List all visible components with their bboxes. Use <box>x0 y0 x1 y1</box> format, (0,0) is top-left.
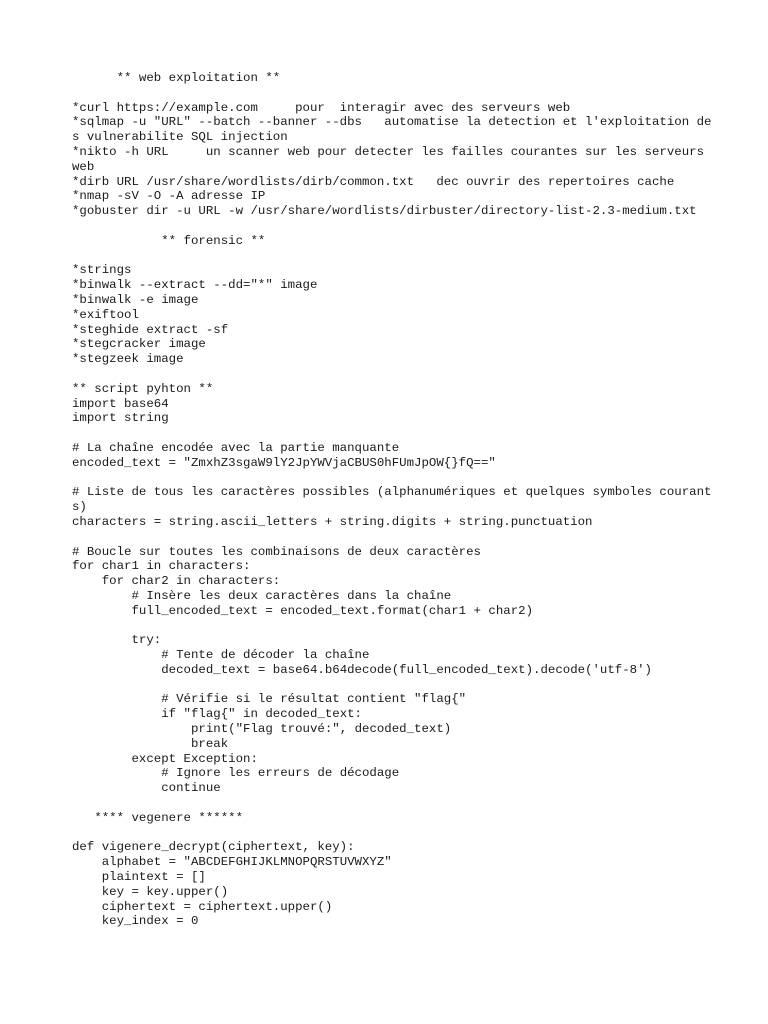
text-line: *stegzeek image <box>72 352 184 367</box>
text-line: *curl https://example.com pour interagir avec des serveurs web <box>72 100 571 115</box>
text-line: *dirb URL /usr/share/wordlists/dirb/common.txt dec ouvrir des repertoires cache <box>72 174 675 189</box>
text-line: if "flag{" in decoded_text: <box>72 707 362 722</box>
text-line: # Boucle sur toutes les combinaisons de deux caractères <box>72 544 481 559</box>
text-line: *gobuster dir -u URL -w /usr/share/wordlists/dirbuster/directory-list-2.3-medium.txt <box>72 204 697 219</box>
text-line: ** forensic ** <box>72 233 266 248</box>
text-line: characters = string.ascii_letters + string.digits + string.punctuation <box>72 514 593 529</box>
text-line <box>72 86 712 101</box>
text-line: encoded_text = "ZmxhZ3sgaW9lY2JpYWVjaCBUS0hFUmJpOW{}fQ==" <box>72 455 496 470</box>
text-line: plaintext = [] <box>72 870 206 885</box>
text-line: # Insère les deux caractères dans la chaîne <box>72 588 452 603</box>
text-line: for char2 in characters: <box>72 574 281 589</box>
text-line <box>72 249 712 264</box>
text-line: # Tente de décoder la chaîne <box>72 648 370 663</box>
text-line: key_index = 0 <box>72 914 199 929</box>
text-line: continue <box>72 781 221 796</box>
text-line: ciphertext = ciphertext.upper() <box>72 899 333 914</box>
text-line: import base64 <box>72 396 169 411</box>
text-line: # La chaîne encodée avec la partie manquante <box>72 440 400 455</box>
text-line: alphabet = "ABCDEFGHIJKLMNOPQRSTUVWXYZ" <box>72 855 392 870</box>
text-line: *steghide extract -sf <box>72 322 229 337</box>
text-line <box>72 367 712 382</box>
text-line <box>72 471 712 486</box>
document-page <box>72 71 712 929</box>
text-line: import string <box>72 411 169 426</box>
text-line: *exiftool <box>72 307 139 322</box>
text-line: ** script pyhton ** <box>72 381 214 396</box>
text-line: *stegcracker image <box>72 337 206 352</box>
text-line: *nikto -h URL un scanner web pour detecter les failles courantes sur les serveurs web <box>72 144 712 174</box>
text-line: decoded_text = base64.b64decode(full_encoded_text).decode('utf-8') <box>72 662 652 677</box>
text-line: *nmap -sV -O -A adresse IP <box>72 189 266 204</box>
text-line: try: <box>72 633 162 648</box>
text-line: full_encoded_text = encoded_text.format(char1 + char2) <box>72 603 534 618</box>
text-line <box>72 826 712 841</box>
text-line: for char1 in characters: <box>72 559 251 574</box>
text-line <box>72 219 712 234</box>
text-line: ** web exploitation ** <box>72 71 281 85</box>
text-line: # Liste de tous les caractères possibles (alphanumériques et quelques symboles courants) <box>72 485 712 515</box>
text-line: def vigenere_decrypt(ciphertext, key): <box>72 840 355 855</box>
text-line: # Vérifie si le résultat contient "flag{" <box>72 692 467 707</box>
text-line <box>72 796 712 811</box>
text-line: print("Flag trouvé:", decoded_text) <box>72 722 452 737</box>
text-line <box>72 530 712 545</box>
text-line: *strings <box>72 263 132 278</box>
text-line: key = key.upper() <box>72 884 229 899</box>
text-line: *binwalk --extract --dd="*" image <box>72 278 318 293</box>
text-line: # Ignore les erreurs de décodage <box>72 766 400 781</box>
text-line: break <box>72 736 229 751</box>
text-line: *sqlmap -u "URL" --batch --banner --dbs automatise la detection et l'exploitation des vulnerabilite SQL injection <box>72 115 712 145</box>
text-line <box>72 426 712 441</box>
text-line: **** vegenere ****** <box>72 810 244 825</box>
text-line: except Exception: <box>72 751 258 766</box>
text-line <box>72 678 712 693</box>
text-line: *binwalk -e image <box>72 292 199 307</box>
text-line <box>72 618 712 633</box>
